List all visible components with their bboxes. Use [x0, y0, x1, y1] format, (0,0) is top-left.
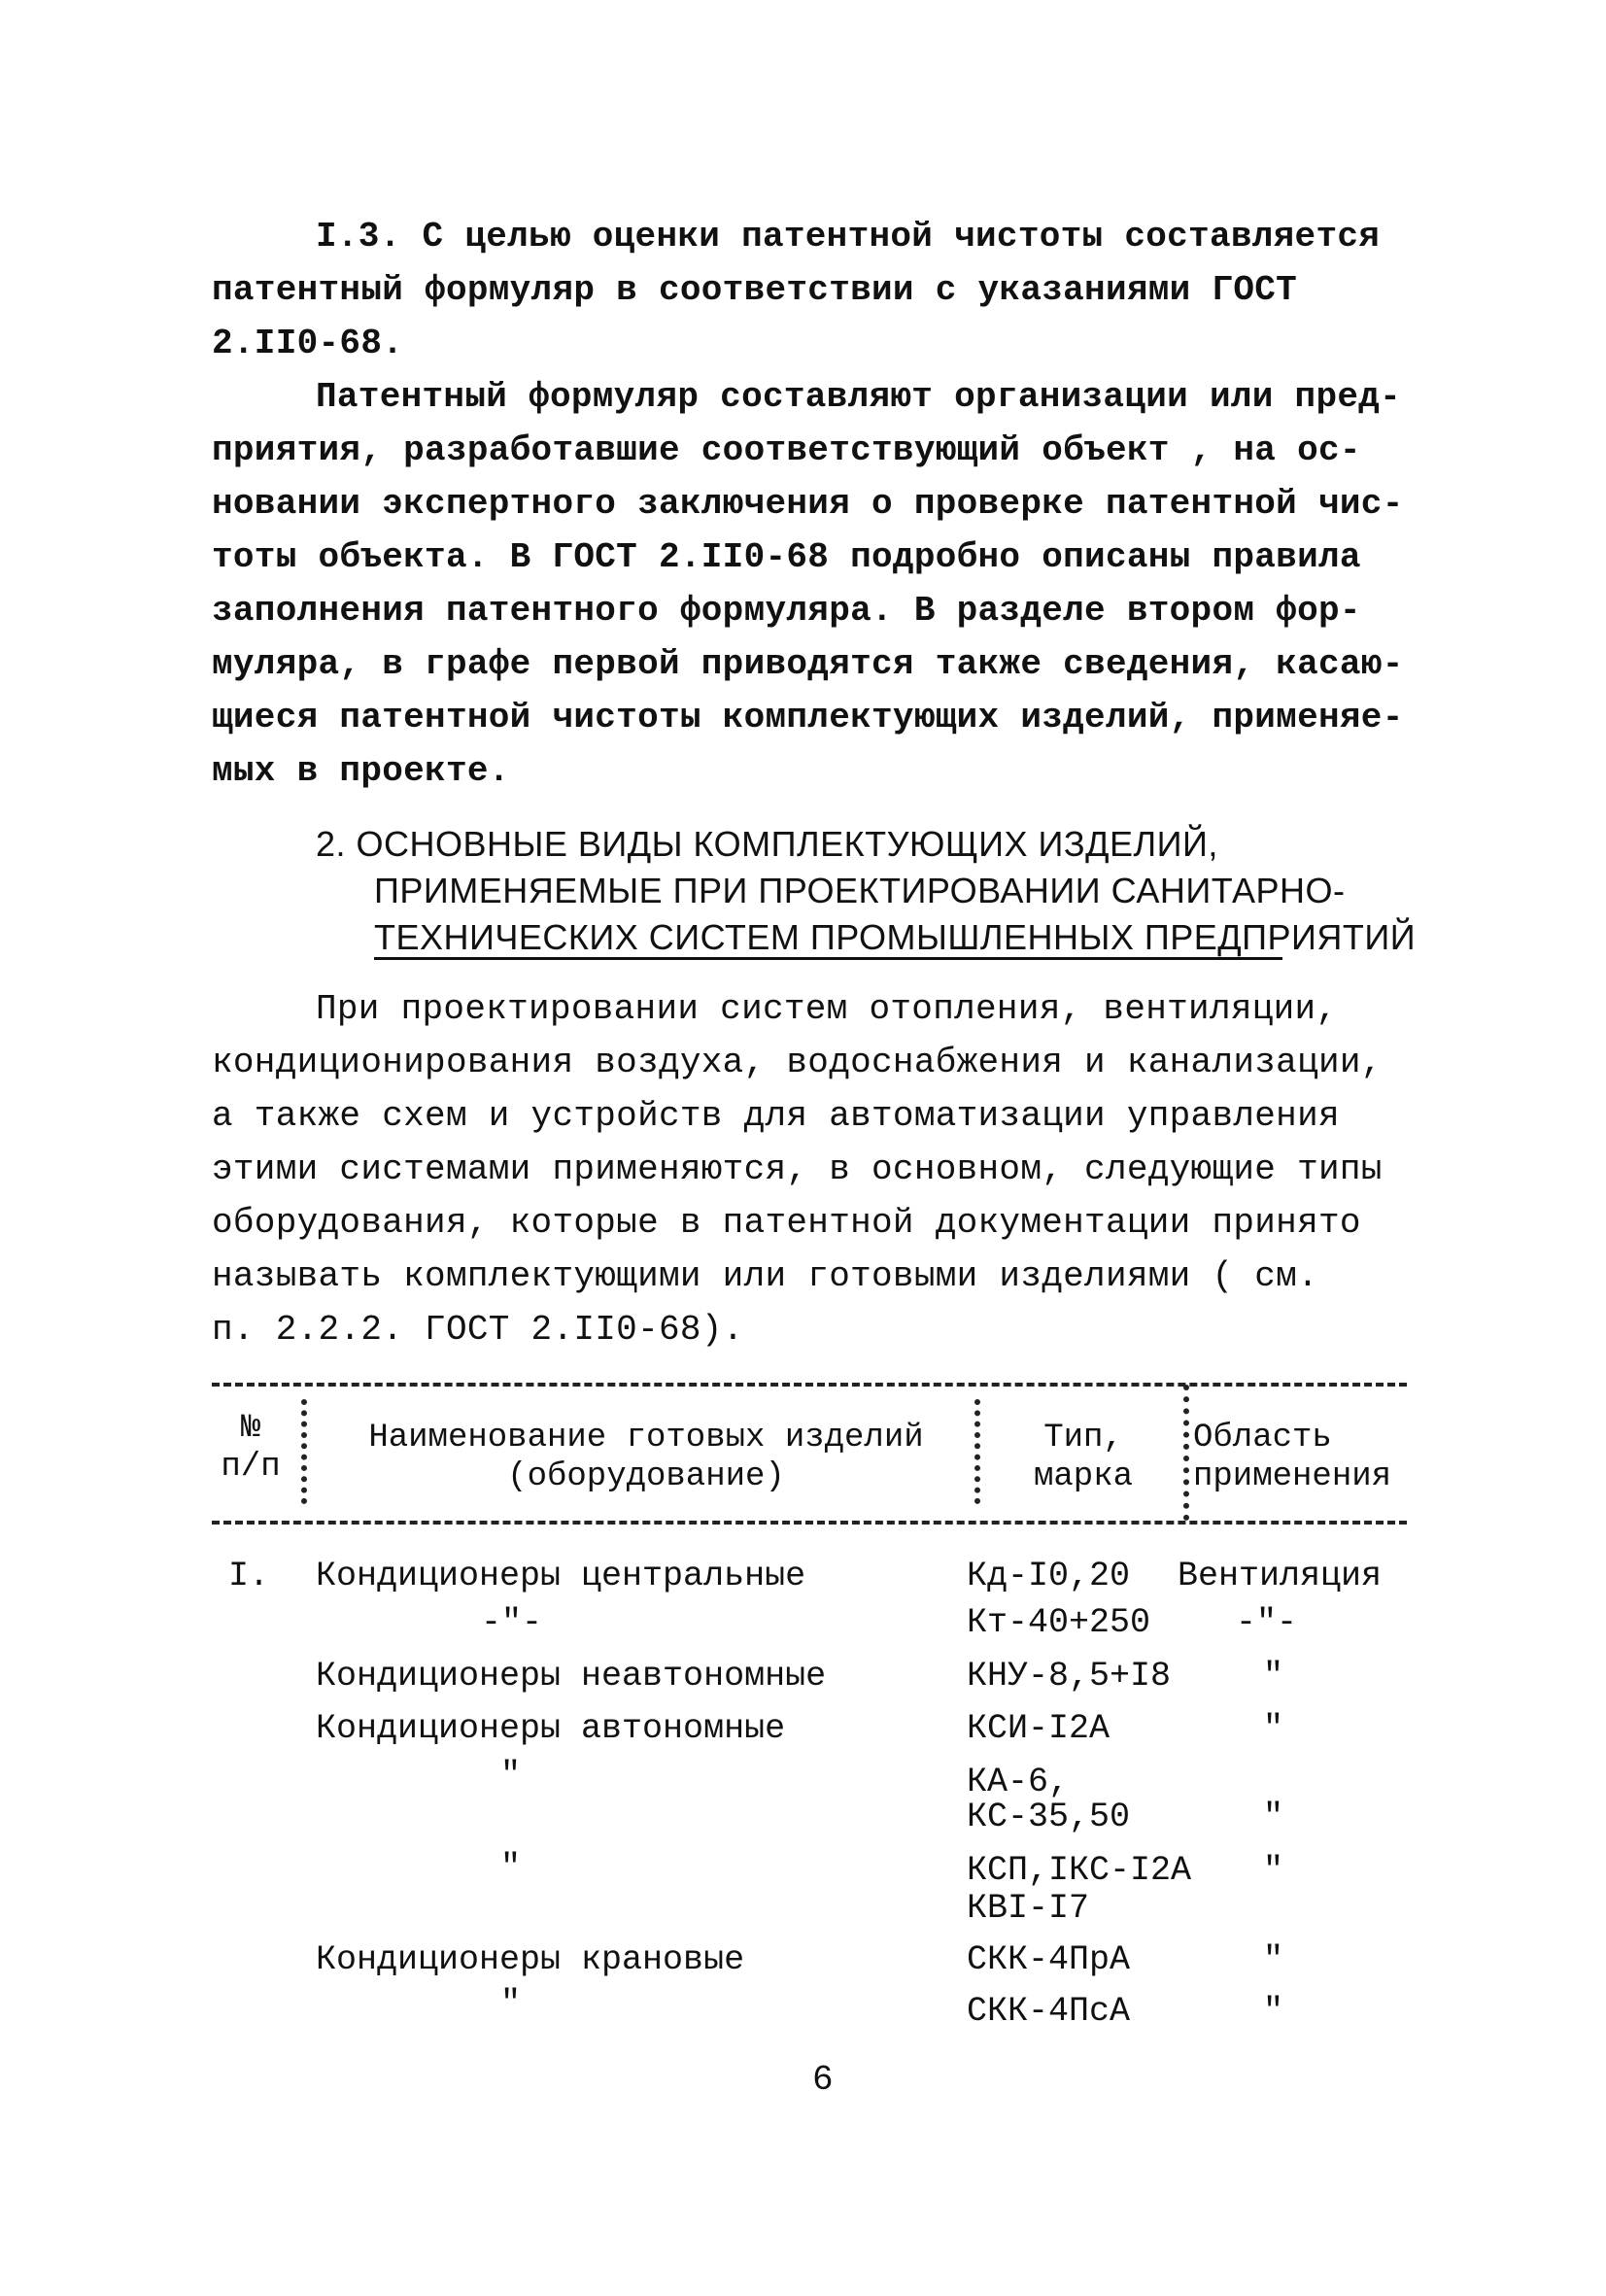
cell-type: КНУ-8,5+I8	[967, 1657, 1172, 1696]
text-line: оборудования, которые в патентной документации принято	[212, 1203, 1361, 1243]
cell-type: КА-6,	[967, 1763, 1070, 1801]
header-name-line: Наименование готовых изделий	[368, 1420, 924, 1456]
cell-name: "	[500, 1756, 522, 1795]
heading-line: ТЕХНИЧЕСКИХ СИСТЕМ ПРОМЫШЛЕННЫХ ПРЕДПРИЯТИЙ	[374, 917, 1417, 957]
cell-type: КВI-I7	[967, 1889, 1090, 1928]
text-line: называть комплектующими или готовыми изделиями ( см.	[212, 1256, 1318, 1296]
cell-type: КС-35,50	[967, 1798, 1131, 1836]
cell-type: СКК-4ПсА	[967, 1992, 1131, 2031]
table-top-rule	[212, 1383, 1407, 1387]
cell-type: КСИ-I2А	[967, 1709, 1111, 1748]
header-name-line: (оборудование)	[507, 1458, 785, 1495]
text-line: Патентный формуляр составляют организации или пред-	[316, 377, 1402, 417]
table-header-rule	[212, 1521, 1407, 1525]
text-line: При проектировании систем отопления, вентиляции,	[316, 989, 1338, 1029]
cell-area: Вентиляция	[1178, 1557, 1383, 1595]
cell-name: Кондиционеры автономные	[316, 1709, 786, 1748]
header-type-line: Тип,	[1043, 1420, 1123, 1456]
cell-area: "	[1263, 1798, 1284, 1836]
header-num	[212, 1409, 290, 1487]
header-area-line: применения	[1193, 1458, 1392, 1495]
column-separator	[301, 1399, 307, 1504]
cell-area: "	[1263, 1992, 1284, 2031]
cell-type: Кт-40+250	[967, 1603, 1151, 1642]
text-line: тоты объекта. В ГОСТ 2.II0-68 подробно описаны правила	[212, 537, 1361, 577]
cell-type: КСП,IКС-I2А	[967, 1851, 1192, 1890]
cell-area: "	[1263, 1851, 1284, 1890]
cell-name: "	[500, 1984, 522, 2023]
text-line: щиеся патентной чистоты комплектующих изделий, применяе-	[212, 698, 1404, 737]
cell-area: "	[1263, 1709, 1284, 1748]
cell-area: -"-	[1236, 1603, 1298, 1642]
header-name	[321, 1419, 972, 1496]
text-line: 2.II0-68.	[212, 324, 404, 363]
text-line: п. 2.2.2. ГОСТ 2.II0-68).	[212, 1310, 744, 1350]
header-area	[1193, 1419, 1402, 1496]
text-line: патентный формуляр в соответствии с указаниями ГОСТ	[212, 270, 1298, 310]
header-area-line: Область	[1193, 1420, 1332, 1456]
cell-area: "	[1263, 1940, 1284, 1979]
cell-name: "	[500, 1848, 522, 1887]
text-line: кондиционирования воздуха, водоснабжения и канализации,	[212, 1043, 1383, 1082]
cell-name: Кондиционеры центральные	[316, 1557, 806, 1595]
cell-area: "	[1263, 1657, 1284, 1696]
cell-name: Кондиционеры неавтономные	[316, 1657, 827, 1696]
text-line: заполнения патентного формуляра. В разделе втором фор-	[212, 591, 1361, 631]
text-line: а также схем и устройств для автоматизации управления	[212, 1096, 1340, 1136]
text-line: этими системами применяются, в основном, следующие типы	[212, 1149, 1383, 1189]
heading-underline	[374, 957, 1282, 960]
cell-name: Кондиционеры крановые	[316, 1940, 745, 1979]
text-line: приятия, разработавшие соответствующий объект , на ос-	[212, 430, 1361, 470]
cell-name: -"-	[481, 1603, 543, 1642]
text-line: I.3. С целью оценки патентной чистоты составляется	[316, 217, 1381, 257]
cell-type: СКК-4ПрА	[967, 1940, 1131, 1979]
header-num-line: п/п	[221, 1449, 281, 1486]
cell-num: I.	[228, 1557, 270, 1595]
heading-line: 2. ОСНОВНЫЕ ВИДЫ КОМПЛЕКТУЮЩИХ ИЗДЕЛИЙ,	[316, 824, 1218, 864]
header-num-line: №	[240, 1410, 261, 1447]
text-line: мых в проекте.	[212, 751, 510, 791]
page-number: 6	[812, 2060, 834, 2100]
header-type	[996, 1419, 1171, 1496]
text-line: муляра, в графе первой приводятся также сведения, касаю-	[212, 644, 1404, 684]
cell-type: Кд-I0,20	[967, 1557, 1131, 1595]
text-line: новании экспертного заключения о проверке патентной чис-	[212, 484, 1404, 524]
column-separator	[974, 1399, 980, 1504]
column-separator	[1183, 1385, 1189, 1521]
header-type-line: марка	[1033, 1458, 1134, 1495]
heading-line: ПРИМЕНЯЕМЫЕ ПРИ ПРОЕКТИРОВАНИИ САНИТАРНО-	[374, 871, 1346, 910]
